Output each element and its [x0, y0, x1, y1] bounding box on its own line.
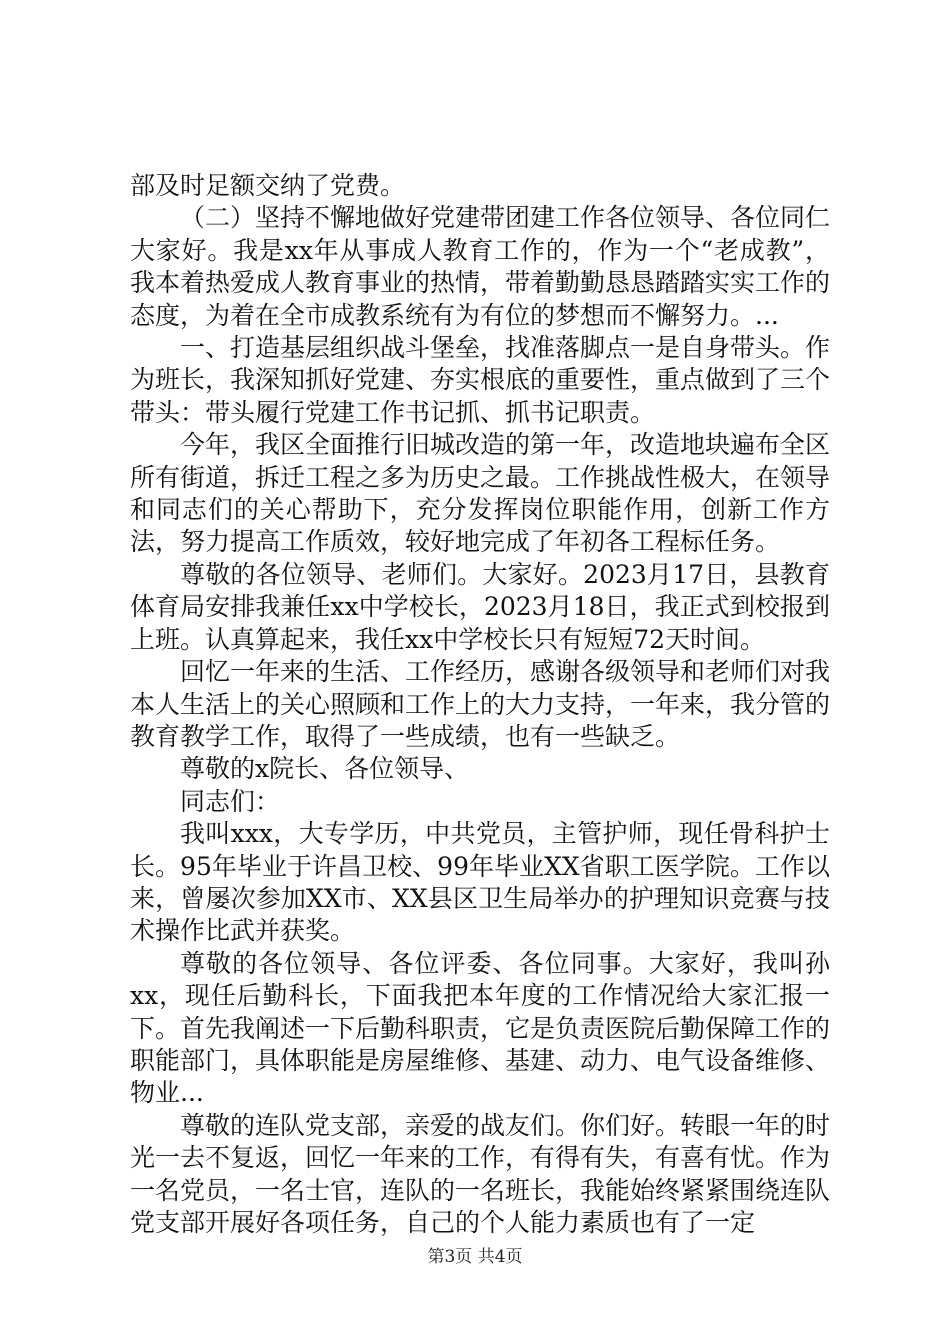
- paragraph: 回忆一年来的生活、工作经历，感谢各级领导和老师们对我本人生活上的关心照顾和工作上的大力支持，一年来，我分管的教育教学工作，取得了一些成绩，也有一些缺乏。: [130, 657, 831, 751]
- page-number-footer: 第3页 共4页: [427, 1247, 523, 1267]
- salutation: 尊敬的x院长、各位领导、: [180, 754, 470, 784]
- paragraph: 一、打造基层组织战斗堡垒，找准落脚点一是自身带头。作为班长，我深知抓好党建、夯实根底的重要性，重点做到了三个带头：带头履行党建工作书记抓、抓书记职责。: [130, 333, 831, 427]
- paragraph-continuation: 部及时足额交纳了党费。: [130, 171, 406, 200]
- paragraph: 今年，我区全面推行旧城改造的第一年，改造地块遍布全区所有街道，拆迁工程之多为历史之最。工作挑战性极大，在领导和同志们的关心帮助下，充分发挥岗位职能作用，创新工作方法，努力提高工作质效，较好地完成了年初各工程标任务。: [130, 430, 831, 557]
- paragraph: 尊敬的连队党支部，亲爱的战友们。你们好。转眼一年的时光一去不复返，回忆一年来的工作，有得有失，有喜有忧。作为一名党员，一名士官，连队的一名班长，我能始终紧紧围绕连队党支部开展好各项任务，自己的个人能力素质也有了一定: [130, 1110, 831, 1237]
- salutation: 同志们：: [180, 786, 281, 816]
- paragraph: （二）坚持不懈地做好党建带团建工作各位领导、各位同仁大家好。我是xx年从事成人教育工作的，作为一个“老成教”，我本着热爱成人教育事业的热情，带着勤勤恳恳踏踏实实工作的态度，为着在全市成教系统有为有位的梦想而不懈努力。...: [130, 203, 831, 330]
- document-body: [130, 170, 830, 1239]
- paragraph: 尊敬的各位领导、老师们。大家好。2023月17日，县教育体育局安排我兼任xx中学校长，2023月18日，我正式到校报到上班。认真算起来，我任xx中学校长只有短短72天时间。: [130, 559, 830, 654]
- paragraph: 我叫xxx，大专学历，中共党员，主管护师，现任骨科护士长。95年毕业于许昌卫校、99年毕业XX省职工医学院。工作以来，曾屡次参加XX市、XX县区卫生局举办的护理知识竞赛与技术操作比武并获奖。: [130, 819, 830, 946]
- paragraph: 尊敬的各位领导、各位评委、各位同事。大家好，我叫孙xx，现任后勤科长，下面我把本年度的工作情况给大家汇报一下。首先我阐述一下后勤科职责，它是负责医院后勤保障工作的职能部门，具体职能是房屋维修、基建、动力、电气设备维修、物业...: [130, 948, 831, 1108]
